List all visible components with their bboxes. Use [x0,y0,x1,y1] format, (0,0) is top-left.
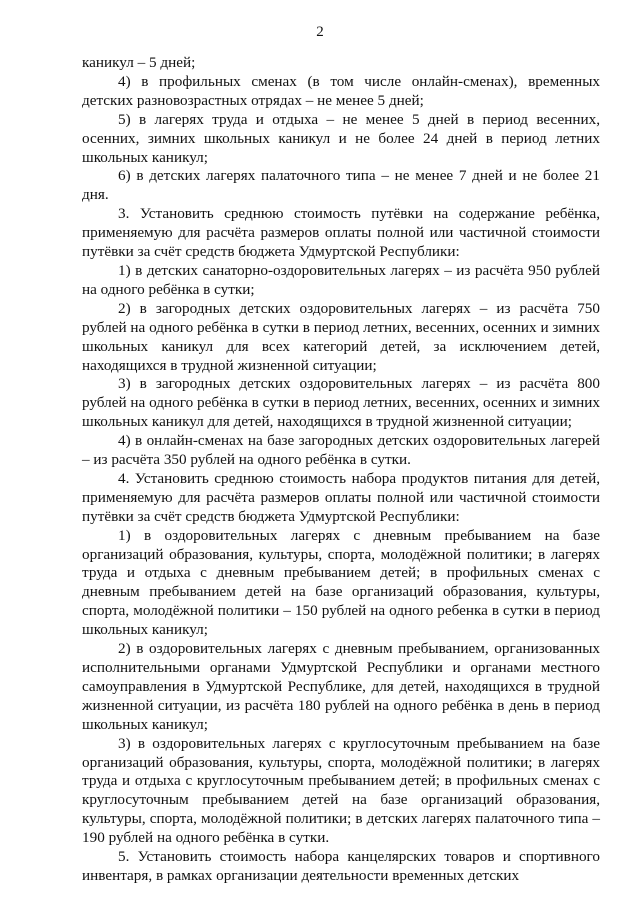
page-number: 2 [316,24,324,40]
paragraph: 4) в профильных сменах (в том числе онлайн-сменах), временных детских разновозрастных отрядах – не менее 5 дней; [82,72,600,109]
paragraph: 2) в оздоровительных лагерях с дневным пребыванием, организованных исполнительными органами Удмуртской Республики и органами местного самоуправления в Удмуртской Республике, для детей, находящихся в трудной жизненной ситуации, из расчёта 180 рублей на одного ребёнка в день в период школьных каникул; [82,640,600,733]
paragraph: 2) в загородных детских оздоровительных лагерях – из расчёта 750 рублей на одного ребёнка в сутки в период летних, весенних, осенних и зимних школьных каникул для всех категорий детей, за исключением детей, находящихся в трудной жизненной ситуации; [82,299,600,374]
paragraph: 1) в оздоровительных лагерях с дневным пребыванием на базе организаций образования, культуры, спорта, молодёжной политики; в лагерях труда и отдыха с дневным пребыванием детей; в профильных сменах с дневным пребыванием детей на базе организаций образования, культуры, спорта, молодёжной политики – 150 рублей на одного ребенка в сутки в период школьных каникул; [82,526,600,639]
paragraph: 3. Установить среднюю стоимость путёвки на содержание ребёнка, применяемую для расчёта размеров оплаты полной или частичной стоимости путёвки за счёт средств бюджета Удмуртской Республики: [82,205,600,261]
paragraph: каникул – 5 дней; [82,54,196,71]
paragraph: 6) в детских лагерях палаточного типа – не менее 7 дней и не более 21 дня. [82,167,600,204]
paragraph: 3) в загородных детских оздоровительных лагерях – из расчёта 800 рублей на одного ребёнка в сутки в период летних, весенних, осенних и зимних школьных каникул для детей, находящихся в трудной жизненной ситуации; [82,375,600,431]
paragraph: 5) в лагерях труда и отдыха – не менее 5 дней в период весенних, осенних, зимних школьных каникул и не более 24 дней в период летних школьных каникул; [82,110,600,166]
paragraph: 5. Установить стоимость набора канцелярских товаров и спортивного инвентаря, в рамках организации деятельности временных детских [82,848,600,884]
paragraph: 4. Установить среднюю стоимость набора продуктов питания для детей, применяемую для расчёта размеров оплаты полной или частичной стоимости путёвки за счёт средств бюджета Удмуртской Республики: [82,469,600,525]
paragraph: 4) в онлайн-сменах на базе загородных детских оздоровительных лагерей – из расчёта 350 рублей на одного ребёнка в сутки. [82,432,600,469]
document-body [82,54,600,886]
paragraph: 3) в оздоровительных лагерях с круглосуточным пребыванием на базе организаций образования, культуры, спорта, молодёжной политики; в лагерях труда и отдыха с круглосуточным пребыванием детей; в профильных сменах с круглосуточным пребыванием детей на базе организаций образования, культуры, спорта, молодёжной политики; в детских лагерях палаточного типа – 190 рублей на одного ребёнка в сутки. [82,734,600,847]
paragraph: 1) в детских санаторно-оздоровительных лагерях – из расчёта 950 рублей на одного ребёнка в сутки; [82,261,600,298]
